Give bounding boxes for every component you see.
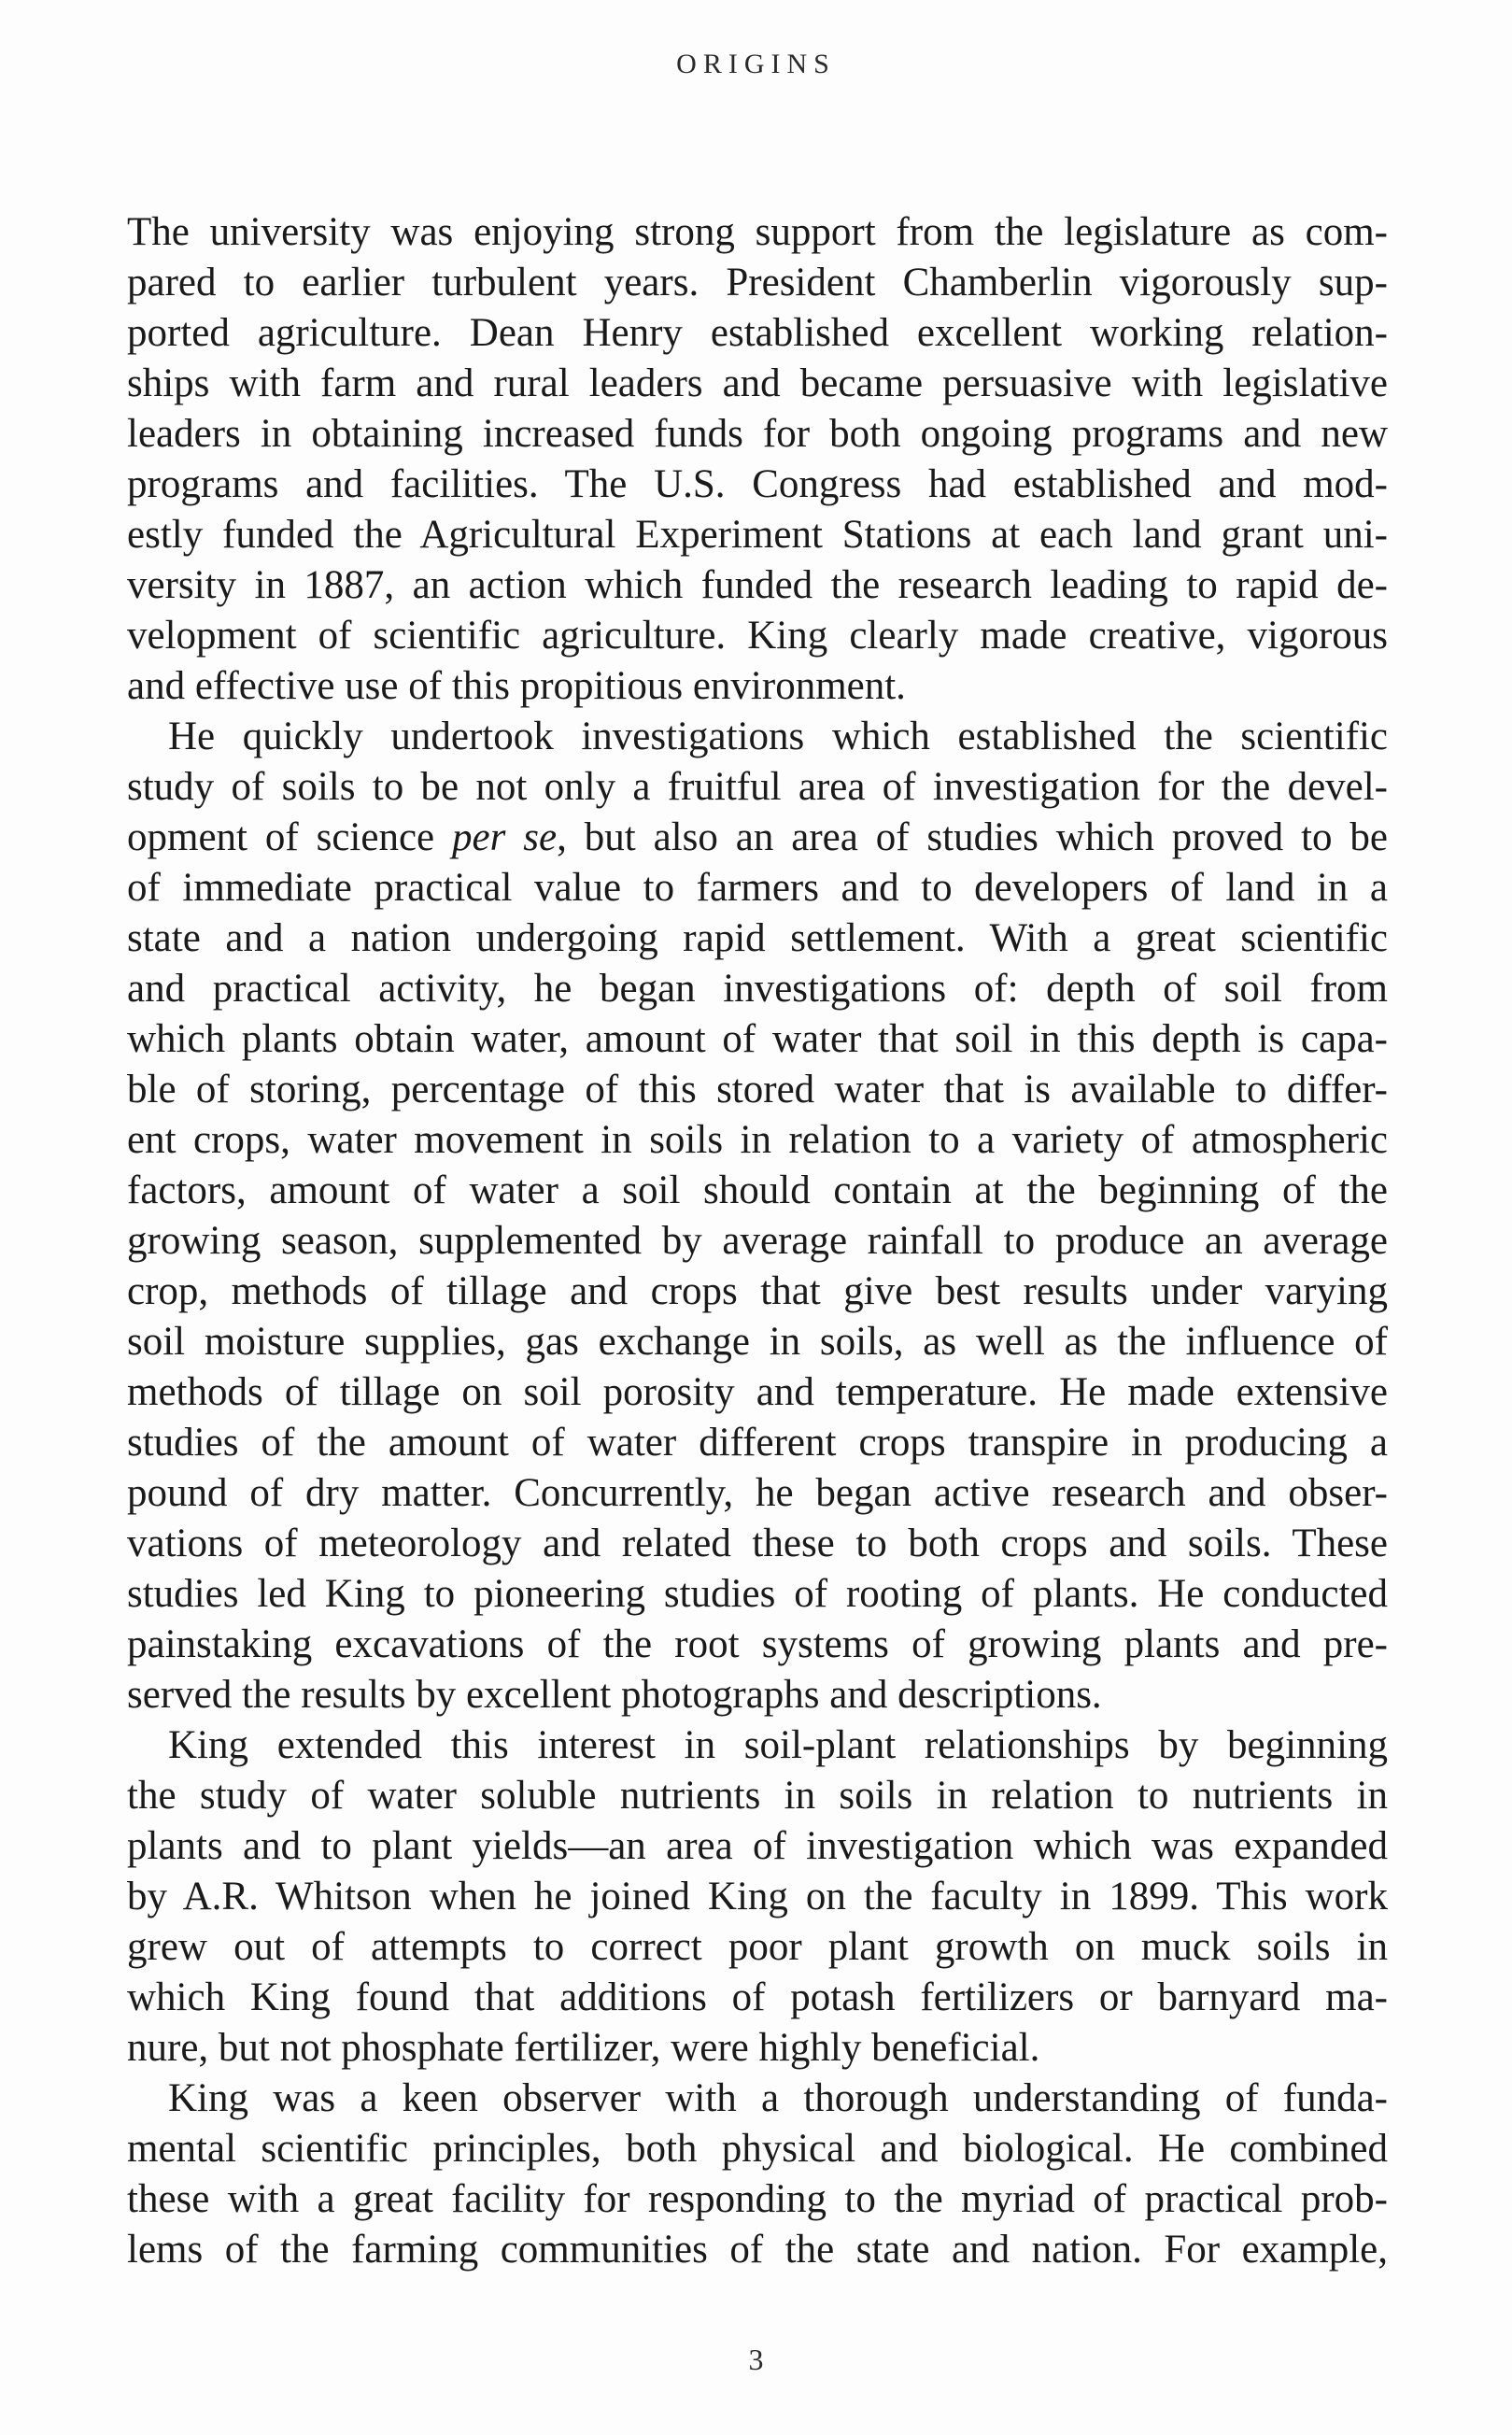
text-line: ble of storing, percentage of this stored water that is available to differ-: [127, 1068, 1388, 1111]
text-line: ported agriculture. Dean Henry established excellent working relation-: [127, 311, 1388, 355]
text-line: which plants obtain water, amount of water that soil in this depth is capa-: [127, 1017, 1388, 1061]
text-line: He quickly undertook investigations which established the scientific: [168, 715, 1388, 758]
text-line: painstaking excavations of the root systems of growing plants and pre-: [127, 1622, 1388, 1666]
text-line: ent crops, water movement in soils in relation to a variety of atmospheric: [127, 1118, 1388, 1162]
text-line: which King found that additions of potash fertilizers or barnyard ma-: [127, 1975, 1388, 2019]
text-line: factors, amount of water a soil should contain at the beginning of the: [127, 1168, 1388, 1212]
page-number: 3: [748, 2343, 764, 2376]
text-line: the study of water soluble nutrients in soils in relation to nutrients in: [127, 1774, 1388, 1818]
text-line: studies of the amount of water different crops transpire in producing a: [127, 1421, 1388, 1465]
text-line: ships with farm and rural leaders and became persuasive with legislative: [127, 361, 1388, 405]
text-line: mental scientific principles, both physical and biological. He combined: [127, 2127, 1388, 2171]
text-line: King extended this interest in soil-plant relationships by beginning: [168, 1723, 1388, 1767]
body-text: [127, 207, 1388, 2275]
text-line: soil moisture supplies, gas exchange in soils, as well as the influence of: [127, 1320, 1388, 1364]
text-line: velopment of scientific agriculture. King clearly made creative, vigorous: [127, 614, 1388, 658]
text-line: and practical activity, he began investigations of: depth of soil from: [127, 967, 1388, 1011]
text-line-with-italic: [127, 813, 1388, 863]
text-line: studies led King to pioneering studies of rooting of plants. He conducted: [127, 1572, 1388, 1616]
text-line: of immediate practical value to farmers and to developers of land in a: [127, 866, 1388, 910]
running-head: ORIGINS: [676, 49, 836, 79]
text-line: served the results by excellent photographs and descriptions.: [127, 1673, 1102, 1717]
text-line: state and a nation undergoing rapid settlement. With a great scientific: [127, 916, 1388, 960]
text-line: these with a great facility for responding to the myriad of practical prob-: [127, 2177, 1388, 2221]
text-line: versity in 1887, an action which funded the research leading to rapid de-: [127, 563, 1388, 607]
text-line: study of soils to be not only a fruitful area of investigation for the devel-: [127, 765, 1388, 809]
text-line: lems of the farming communities of the state and nation. For example,: [127, 2228, 1388, 2272]
text-segment: , but also an area of studies which proved to be: [557, 815, 1388, 859]
text-line: methods of tillage on soil porosity and temperature. He made extensive: [127, 1370, 1388, 1414]
text-line: crop, methods of tillage and crops that give best results under varying: [127, 1269, 1388, 1313]
text-line: by A.R. Whitson when he joined King on the faculty in 1899. This work: [127, 1875, 1388, 1918]
text-line: The university was enjoying strong support from the legislature as com-: [127, 210, 1388, 254]
text-line: nure, but not phosphate fertilizer, were highly beneficial.: [127, 2026, 1040, 2070]
text-line: King was a keen observer with a thorough understanding of funda-: [168, 2076, 1388, 2120]
text-line: grew out of attempts to correct poor plant growth on muck soils in: [127, 1925, 1388, 1969]
italic-phrase: per se: [452, 815, 558, 859]
text-line: programs and facilities. The U.S. Congress had established and mod-: [127, 462, 1388, 506]
text-line: and effective use of this propitious environment.: [127, 664, 906, 708]
text-line: estly funded the Agricultural Experiment Stations at each land grant uni-: [127, 513, 1388, 557]
text-line: leaders in obtaining increased funds for both ongoing programs and new: [127, 412, 1388, 456]
text-segment: opment of science: [127, 815, 453, 859]
text-line: pared to earlier turbulent years. President Chamberlin vigorously sup-: [127, 261, 1388, 304]
text-line: vations of meteorology and related these to both crops and soils. These: [127, 1522, 1388, 1565]
text-line: pound of dry matter. Concurrently, he began active research and obser-: [127, 1471, 1388, 1515]
text-line: plants and to plant yields—an area of investigation which was expanded: [127, 1824, 1388, 1868]
text-line: growing season, supplemented by average rainfall to produce an average: [127, 1219, 1388, 1263]
